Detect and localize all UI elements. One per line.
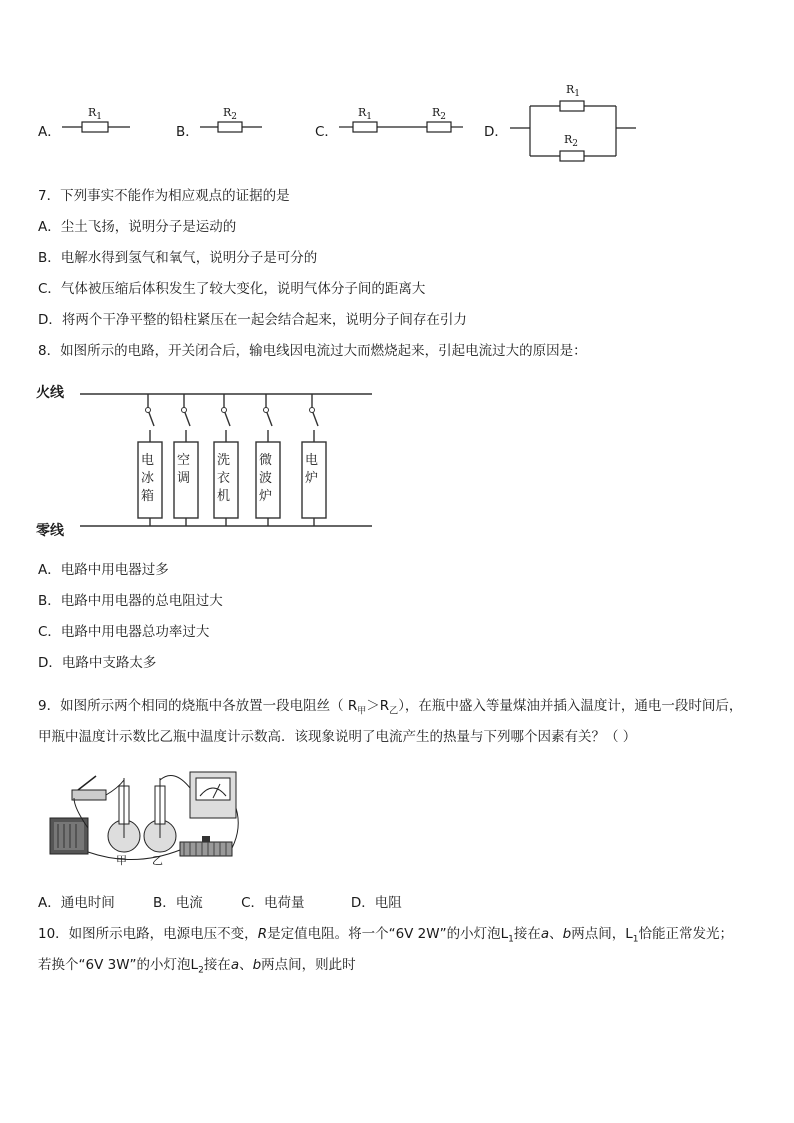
q7-option-d[interactable]: D．将两个干净平整的铅柱紧压在一起会结合起来，说明分子间存在引力: [38, 312, 467, 328]
q8-appliance-label-5: 电炉: [305, 453, 319, 486]
q9-options: [38, 893, 436, 913]
q6-option-c-r1-label: $R_1$: [358, 106, 373, 123]
q8-figure: [36, 376, 376, 546]
q8-option-c[interactable]: C．电路中用电器总功率过大: [38, 624, 210, 640]
q6-option-b-resistor-label: $R_2$: [223, 106, 238, 123]
q9-option-a[interactable]: A．通电时间: [38, 895, 115, 911]
q8-appliance-label-1: 电冰箱: [141, 453, 155, 504]
q6-option-d-label: D．: [484, 124, 508, 140]
q8-option-a[interactable]: A．电路中用电器过多: [38, 562, 169, 578]
q9-option-d[interactable]: D．电阻: [350, 895, 402, 911]
q7-option-c[interactable]: C．气体被压缩后体积发生了较大变化，说明气体分子间的距离大: [38, 281, 426, 297]
q6-option-d-r2-label: $R_2$: [564, 133, 579, 150]
q8-stem: 8．如图所示的电路，开关闭合后，输电线因电流过大而燃烧起来，引起电流过大的原因是：: [38, 343, 587, 359]
q9-flask-b-label: 乙: [152, 854, 163, 867]
q9-stem-line2: 甲瓶中温度计示数比乙瓶中温度计示数高．该现象说明了电流产生的热量与下列哪个因素有关？（ ）: [38, 729, 637, 745]
q9-option-b[interactable]: B．电流: [153, 895, 203, 911]
q8-circuit-diagram: [36, 376, 376, 546]
q8-live-wire-label: 火线: [36, 385, 64, 401]
q8-appliance-label-4: 微波炉: [259, 453, 273, 504]
q9-flask-a-label: 甲: [116, 854, 127, 867]
q8-appliance-label-2: 空调: [177, 453, 191, 486]
q7-stem: 7．下列事实不能作为相应观点的证据的是: [38, 188, 290, 204]
q9-option-c[interactable]: C．电荷量: [241, 895, 305, 911]
q6-option-b-label: B．: [176, 124, 199, 140]
q6-option-a-resistor-label: $R_1$: [88, 106, 103, 123]
q10-stem-line2: 若换个“6V 3W”的小灯泡$L_2$接在a、b两点间，则此时: [38, 957, 356, 976]
q6-option-c-r2-label: $R_2$: [432, 106, 447, 123]
q6-option-d-diagram: [508, 94, 638, 162]
q7-option-a[interactable]: A．尘土飞扬，说明分子是运动的: [38, 219, 237, 235]
q9-apparatus-drawing: [44, 768, 244, 868]
q8-option-b[interactable]: B．电路中用电器的总电阻过大: [38, 593, 223, 609]
q7-option-b[interactable]: B．电解水得到氢气和氧气，说明分子是可分的: [38, 250, 318, 266]
q9-figure: [44, 768, 244, 868]
q9-stem-line1: 9．如图所示两个相同的烧瓶中各放置一段电阻丝（ $R_甲>R_乙$），在瓶中盛入等量煤油并插入温度计，通电一段时间后，: [38, 698, 743, 717]
q8-appliance-label-3: 洗衣机: [217, 453, 231, 504]
q6-options: [0, 80, 794, 170]
q6-option-c-label: C．: [315, 124, 338, 140]
q8-neutral-wire-label: 零线: [36, 523, 64, 539]
q10-stem-line1: 10．如图所示电路，电源电压不变，R是定值电阻。将一个“6V 2W”的小灯泡$L_1$接在a、b两点间，$L_1$恰能正常发光；: [38, 926, 734, 945]
q8-option-d[interactable]: D．电路中支路太多: [38, 655, 157, 671]
q6-option-a-label: A．: [38, 124, 61, 140]
q6-option-d-r1-label: $R_1$: [566, 83, 581, 100]
